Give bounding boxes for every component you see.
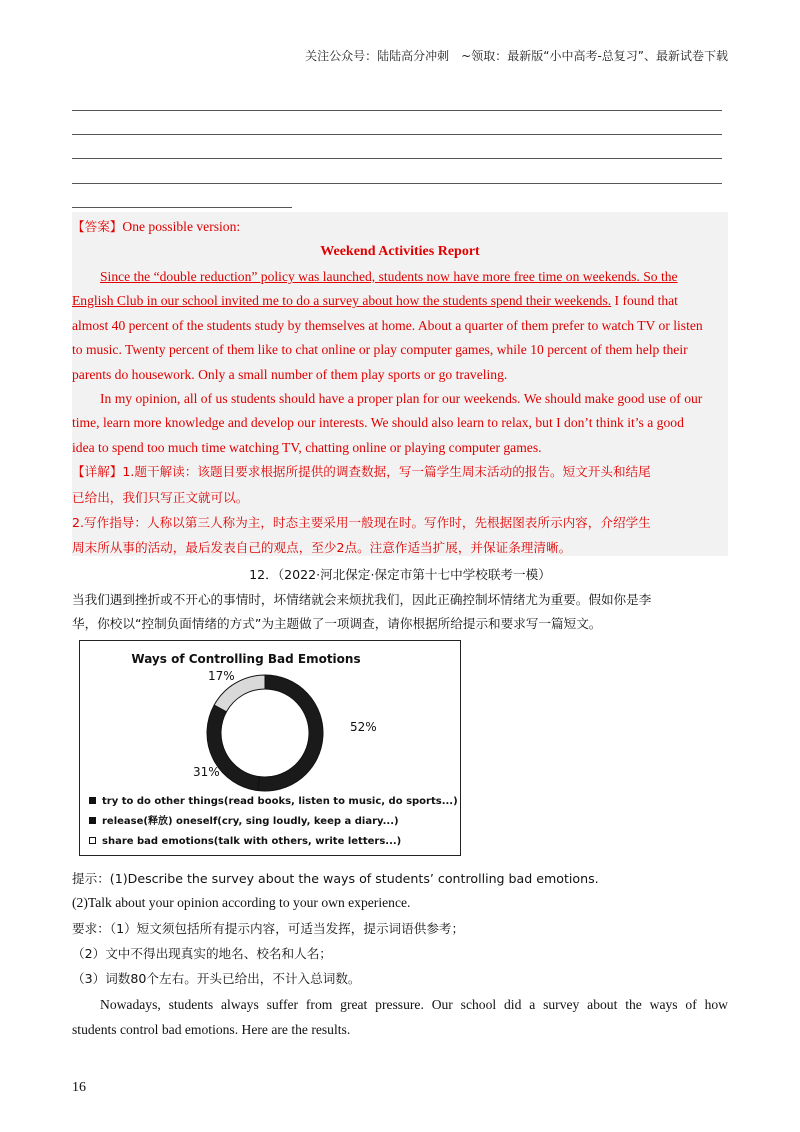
essay-line: to music. Twenty percent of them like to chat online or play computer games, while 10 percent of them help their xyxy=(72,342,688,357)
answer-intro xyxy=(72,218,240,236)
essay-line: parents do housework. Only a small number of them play sports or go traveling. xyxy=(72,367,508,382)
answer-line xyxy=(72,158,722,159)
legend-swatch-white xyxy=(90,838,96,844)
slice-label-17: 17% xyxy=(208,669,235,683)
donut-group xyxy=(207,675,323,791)
essay-start-line: Nowadays, students always suffer from great pressure. Our school did a survey about the ways of how xyxy=(100,997,728,1012)
detail-line: 2.写作指导：人称以第三人称为主，时态主要采用一般现在时。写作时，先根据图表所示内容，介绍学生 xyxy=(72,515,651,530)
answer-line xyxy=(72,110,722,111)
essay-title: Weekend Activities Report xyxy=(320,244,480,259)
question-intro: 当我们遇到挫折或不开心的事情时，坏情绪就会来烦扰我们，因此正确控制坏情绪尤为重要。假如你是李 xyxy=(72,592,652,607)
hint-line: (2)Talk about your opinion according to your own experience. xyxy=(72,895,411,910)
detail-line: 周末所从事的活动，最后发表自己的观点，至少2点。注意作适当扩展，并保证条理清晰。 xyxy=(72,540,572,555)
slice-label-31: 31% xyxy=(193,765,220,779)
essay-line: In my opinion, all of us students should have a proper plan for our weekends. We should make good use of our xyxy=(100,391,703,406)
essay-line: Since the “double reduction” policy was launched, students now have more free time on weekends. So the xyxy=(100,269,678,284)
legend-swatch-black xyxy=(89,797,96,804)
question-number: 12．（2022·河北保定·保定市第十七中学校联考一模） xyxy=(249,567,551,582)
slice-label-52: 52% xyxy=(350,720,377,734)
answer-line xyxy=(72,183,722,184)
legend-item: try to do other things(read books, listen to music, do sports...) xyxy=(102,796,458,807)
essay-line: time, learn more knowledge and develop our interests. We should also learn to relax, but I don’t think it’s a good xyxy=(72,415,684,430)
hint-line xyxy=(72,870,599,888)
essay-line-rest: I found that xyxy=(611,293,678,308)
pie-chart-svg xyxy=(80,641,460,855)
essay-line: idea to spend too much time watching TV, chatting online or playing computer games. xyxy=(72,440,542,455)
legend-item: share bad emotions(talk with others, write letters...) xyxy=(102,836,402,847)
question-intro: 华，你校以“控制负面情绪的方式”为主题做了一项调查，请你根据所给提示和要求写一篇短文。 xyxy=(72,616,602,631)
hint-1: 提示：(1)Describe the survey about the ways of students’ controlling bad emotions. xyxy=(72,871,599,886)
answer-line xyxy=(72,134,722,135)
detail-text: 1.题干解读：该题目要求根据所提供的调查数据，写一篇学生周末活动的报告。短文开头和结尾 xyxy=(122,464,651,479)
answer-tag: 【答案】 xyxy=(72,219,123,234)
pie-chart xyxy=(79,640,461,856)
requirement: （2）文中不得出现真实的地名、校名和人名； xyxy=(72,946,332,961)
chart-title: Ways of Controlling Bad Emotions xyxy=(131,652,361,666)
essay-start-line: students control bad emotions. Here are the results. xyxy=(72,1022,351,1037)
essay-line: almost 40 percent of the students study by themselves at home. About a quarter of them prefer to watch TV or listen xyxy=(72,318,703,333)
requirement: 要求：（1）短文须包括所有提示内容，可适当发挥，提示词语供参考； xyxy=(72,921,465,936)
detail-line: 已给出，我们只写正文就可以。 xyxy=(72,490,249,505)
detail-line xyxy=(72,463,651,481)
requirement: （3）词数80个左右。开头已给出，不计入总词数。 xyxy=(72,971,361,986)
slice-try-other-things xyxy=(258,675,323,791)
legend-item: release(释放) oneself(cry, sing loudly, keep a diary...) xyxy=(102,816,399,827)
page-header: 关注公众号：陆陆高分冲刺 ~领取：最新版“小中高考-总复习”、最新试卷下载 xyxy=(305,49,728,63)
essay-line xyxy=(72,292,678,310)
answer-version: One possible version: xyxy=(122,219,241,234)
answer-line xyxy=(72,207,292,208)
detail-tag: 【详解】 xyxy=(72,464,123,479)
legend-swatch-black xyxy=(89,817,96,824)
essay-line-underlined: English Club in our school invited me to do a survey about how the students spend their weekends. xyxy=(72,293,612,308)
page-number: 16 xyxy=(72,1080,86,1095)
